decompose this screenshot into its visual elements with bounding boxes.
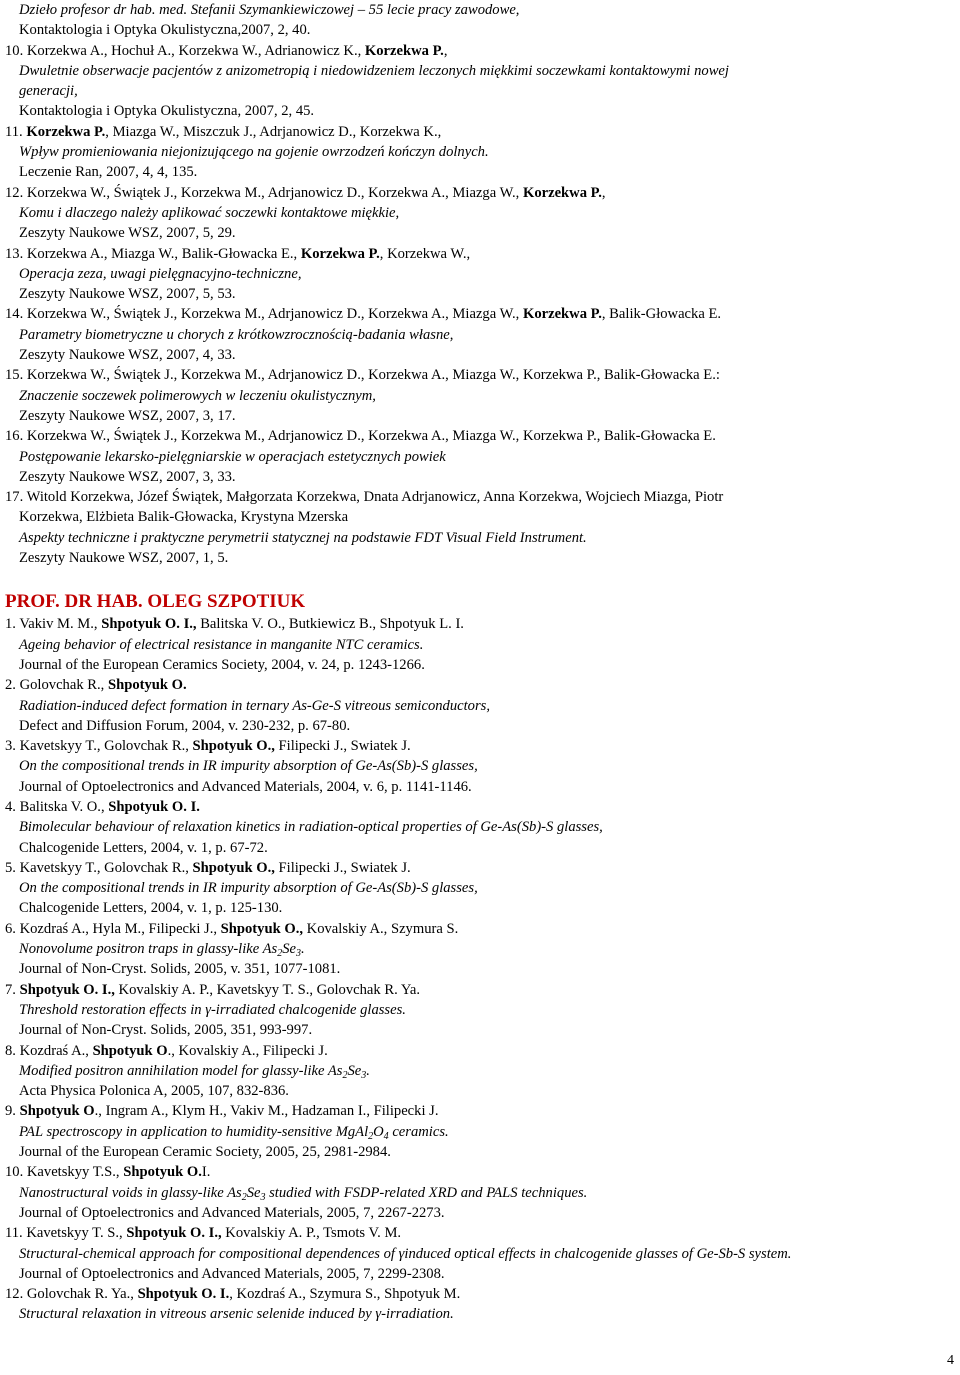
authors-text: ,: [443, 42, 448, 59]
title-text: ceramics.: [388, 1123, 449, 1140]
title-text: Se: [282, 941, 297, 958]
entry-10-source: Kontaktologia i Optyka Okulistyczna, 2007, 2, 45.: [19, 103, 315, 120]
pub-3-source: Journal of Optoelectronics and Advanced Materials, 2004, v. 6, p. 1141-1146.: [19, 778, 472, 795]
highlighted-author: Shpotyuk O.: [107, 677, 187, 694]
authors-text: Balitska V. O., Butkiewicz B., Shpotyuk L. I.: [196, 616, 464, 633]
pub-2-title: Radiation-induced defect formation in ternary As-Ge-S vitreous semiconductors,: [19, 697, 490, 714]
subscript: 3: [260, 1191, 266, 1203]
entry-11-source: Leczenie Ran, 2007, 4, 4, 135.: [19, 164, 198, 181]
pub-9-source: Journal of the European Ceramic Society, 2005, 25, 2981-2984.: [19, 1144, 391, 1161]
entry-12-authors: [5, 183, 957, 203]
pub-1-title: Ageing behavior of electrical resistance in manganite NTC ceramics.: [19, 636, 424, 653]
pub-12-authors: [5, 1284, 957, 1304]
entry-17-authors: 17. Witold Korzekwa, Józef Świątek, Małgorzata Korzekwa, Dnata Adrjanowicz, Anna Korzekwa, Wojciech Miazga, Piotr: [5, 489, 724, 506]
authors-text: 11. Kavetskyy T. S.,: [5, 1225, 127, 1242]
authors-text: , Balik-Głowacka E.: [601, 306, 722, 323]
entry-14-authors: [5, 304, 957, 324]
authors-text: Kovalskiy A. P., Kavetskyy T. S., Golovchak R. Ya.: [114, 981, 421, 998]
pub-2-source: Defect and Diffusion Forum, 2004, v. 230-232, p. 67-80.: [19, 717, 351, 734]
entry-10-authors: [5, 41, 957, 61]
entry-12-title: Komu i dlaczego należy aplikować soczewki kontaktowe miękkie,: [19, 204, 400, 221]
authors-text: 13. Korzekwa A., Miazga W., Balik-Głowacka E.,: [5, 245, 301, 262]
pub-6-source: Journal of Non-Cryst. Solids, 2005, v. 351, 1077-1081.: [19, 961, 341, 978]
highlighted-author: Korzekwa P.: [522, 306, 602, 323]
pub-10-source: Journal of Optoelectronics and Advanced Materials, 2005, 7, 2267-2273.: [19, 1204, 445, 1221]
entry-15-authors: 15. Korzekwa W., Świątek J., Korzekwa M., Adrjanowicz D., Korzekwa A., Miazga W., Korzekwa P., Balik-Głowacka E.:: [5, 367, 720, 384]
pub-5-title: On the compositional trends in IR impurity absorption of Ge-As(Sb)-S glasses,: [19, 880, 478, 897]
page-content: [5, 0, 957, 1325]
authors-text: 1. Vakiv M. M.,: [5, 616, 102, 633]
highlighted-author: Shpotyuk O. I.,: [19, 981, 115, 998]
highlighted-author: Shpotyuk O.: [123, 1164, 202, 1181]
highlighted-author: Korzekwa P.: [300, 245, 380, 262]
authors-text: , Miazga W., Miszczuk J., Adrjanowicz D., Korzekwa K.,: [105, 123, 442, 140]
title-text: Nonovolume positron traps in glassy-like As: [19, 941, 278, 958]
entry-16-source: Zeszyty Naukowe WSZ, 2007, 3, 33.: [19, 468, 236, 485]
page-number: 4: [947, 1352, 954, 1368]
subscript: 3: [361, 1069, 367, 1081]
authors-text: Filipecki J., Swiatek J.: [274, 859, 411, 876]
pub-5-authors: [5, 858, 957, 878]
authors-text: Kovalskiy A. P., Tsmots V. M.: [221, 1225, 402, 1242]
highlighted-author: Shpotyuk O: [19, 1103, 95, 1120]
authors-text: I.: [201, 1164, 211, 1181]
pub-11-title: Structural-chemical approach for compositional dependences of γinduced optical effects in chalcogenide glasses of Ge-Sb-S system.: [19, 1245, 792, 1262]
pub-12-title: Structural relaxation in vitreous arsenic selenide induced by γ-irradiation.: [19, 1306, 454, 1323]
authors-text: Filipecki J., Swiatek J.: [274, 738, 411, 755]
authors-text: 10. Korzekwa A., Hochuł A., Korzekwa W., Adrianowicz K.,: [5, 42, 365, 59]
title-text: .: [366, 1062, 370, 1079]
authors-text: 12. Golovchak R. Ya.,: [5, 1286, 138, 1303]
authors-text: 8. Kozdraś A.,: [5, 1042, 93, 1059]
pub-10-authors: [5, 1162, 957, 1182]
title-text: Se: [246, 1184, 261, 1201]
highlighted-author: Shpotyuk O.,: [220, 920, 303, 937]
pub-6-authors: [5, 919, 957, 939]
authors-text: Kovalskiy A., Szymura S.: [303, 920, 459, 937]
pub-7-source: Journal of Non-Cryst. Solids, 2005, 351, 993-997.: [19, 1022, 313, 1039]
section-heading: PROF. DR HAB. OLEG SZPOTIUK: [5, 591, 306, 613]
title-text: O: [373, 1123, 384, 1140]
entry-12-source: Zeszyty Naukowe WSZ, 2007, 5, 29.: [19, 225, 236, 242]
authors-text: ., Ingram A., Klym H., Vakiv M., Hadzaman I., Filipecki J.: [94, 1103, 439, 1120]
entry-number: 11.: [5, 123, 27, 140]
highlighted-author: Shpotyuk O. I.,: [101, 616, 197, 633]
authors-text: 6. Kozdraś A., Hyla M., Filipecki J.,: [5, 920, 221, 937]
pub-5-source: Chalcogenide Letters, 2004, v. 1, p. 125-130.: [19, 900, 283, 917]
authors-text: , Korzekwa W.,: [379, 245, 471, 262]
subscript: 2: [342, 1069, 348, 1081]
pub-1-authors: [5, 614, 957, 634]
entry-17-source: Zeszyty Naukowe WSZ, 2007, 1, 5.: [19, 550, 229, 567]
highlighted-author: Shpotyuk O.,: [192, 859, 275, 876]
highlighted-author: Shpotyuk O.,: [192, 738, 275, 755]
entry-13-authors: [5, 244, 957, 264]
pub-2-authors: [5, 675, 957, 695]
entry-10-title-cont: generacji,: [19, 83, 78, 100]
authors-text: ., Kovalskiy A., Filipecki J.: [167, 1042, 328, 1059]
highlighted-author: Korzekwa P.: [522, 184, 602, 201]
title-text: studied with FSDP-related XRD and PALS techniques.: [265, 1184, 588, 1201]
authors-text: ,: [601, 184, 606, 201]
pub-9-authors: [5, 1101, 957, 1121]
pub-1-source: Journal of the European Ceramics Society, 2004, v. 24, p. 1243-1266.: [19, 656, 425, 673]
pub-7-authors: [5, 980, 957, 1000]
authors-text: 14. Korzekwa W., Świątek J., Korzekwa M., Adrjanowicz D., Korzekwa A., Miazga W.,: [5, 306, 523, 323]
entry-10-title: Dwuletnie obserwacje pacjentów z anizometropią i niedowidzeniem leczonych miękkimi soczewkami kontaktowymi nowej: [19, 62, 729, 79]
entry-9-source: Kontaktologia i Optyka Okulistyczna,2007, 2, 40.: [19, 22, 311, 39]
entry-13-title: Operacja zeza, uwagi pielęgnacyjno-techniczne,: [19, 265, 302, 282]
subscript: 4: [383, 1130, 389, 1142]
authors-text: 12. Korzekwa W., Świątek J., Korzekwa M., Adrjanowicz D., Korzekwa A., Miazga W.,: [5, 184, 523, 201]
subscript: 3: [296, 948, 302, 960]
highlighted-author: Korzekwa P.: [364, 42, 444, 59]
pub-4-title: Bimolecular behaviour of relaxation kinetics in radiation-optical properties of Ge-As(Sb)-S glasses,: [19, 819, 603, 836]
pub-8-authors: [5, 1041, 957, 1061]
entry-17-title: Aspekty techniczne i praktyczne perymetrii statycznej na podstawie FDT Visual Field Instrument.: [19, 529, 587, 546]
entry-number: 7.: [5, 981, 20, 998]
entry-16-title: Postępowanie lekarsko-pielęgniarskie w operacjach estetycznych powiek: [19, 448, 446, 465]
title-text: PAL spectroscopy in application to humidity-sensitive MgAl: [19, 1123, 369, 1140]
entry-14-title: Parametry biometryczne u chorych z krótkowzrocznością-badania własne,: [19, 326, 454, 343]
pub-8-title: [5, 1061, 957, 1081]
entry-17-authors-cont: Korzekwa, Elżbieta Balik-Głowacka, Krystyna Mzerska: [19, 509, 349, 526]
highlighted-author: Shpotyuk O. I.,: [126, 1225, 222, 1242]
highlighted-author: Korzekwa P.: [26, 123, 106, 140]
entry-15-source: Zeszyty Naukowe WSZ, 2007, 3, 17.: [19, 407, 236, 424]
highlighted-author: Shpotyuk O. I.: [137, 1286, 230, 1303]
pub-7-title: Threshold restoration effects in γ-irradiated chalcogenide glasses.: [19, 1001, 406, 1018]
highlighted-author: Shpotyuk O. I.: [108, 798, 200, 815]
authors-text: , Kozdraś A., Szymura S., Shpotyuk M.: [229, 1286, 461, 1303]
entry-11-title: Wpływ promieniowania niejonizującego na gojenie owrzodzeń kończyn dolnych.: [19, 144, 489, 161]
entry-11-authors: [5, 122, 957, 142]
highlighted-author: Shpotyuk O: [92, 1042, 168, 1059]
authors-text: 3. Kavetskyy T., Golovchak R.,: [5, 738, 193, 755]
entry-15-title: Znaczenie soczewek polimerowych w leczeniu okulistycznym,: [19, 387, 376, 404]
title-text: Nanostructural voids in glassy-like As: [19, 1184, 242, 1201]
pub-11-source: Journal of Optoelectronics and Advanced Materials, 2005, 7, 2299-2308.: [19, 1265, 445, 1282]
title-text: Modified positron annihilation model for glassy-like As: [19, 1062, 343, 1079]
pub-10-title: [5, 1183, 957, 1203]
pub-4-authors: [5, 797, 957, 817]
title-text: Se: [347, 1062, 362, 1079]
entry-13-source: Zeszyty Naukowe WSZ, 2007, 5, 53.: [19, 286, 236, 303]
authors-text: 10. Kavetskyy T.S.,: [5, 1164, 124, 1181]
pub-9-title: [5, 1122, 957, 1142]
subscript: 2: [277, 948, 283, 960]
subscript: 2: [368, 1130, 374, 1142]
authors-text: 5. Kavetskyy T., Golovchak R.,: [5, 859, 193, 876]
title-text: .: [301, 941, 305, 958]
entry-9-line-1: Dzieło profesor dr hab. med. Stefanii Szymankiewiczowej – 55 lecie pracy zawodowe,: [19, 2, 520, 18]
entry-16-authors: 16. Korzekwa W., Świątek J., Korzekwa M., Adrjanowicz D., Korzekwa A., Miazga W., Korzekwa P., Balik-Głowacka E.: [5, 428, 716, 445]
entry-number: 9.: [5, 1103, 20, 1120]
authors-text: 4. Balitska V. O.,: [5, 798, 109, 815]
pub-3-title: On the compositional trends in IR impurity absorption of Ge-As(Sb)-S glasses,: [19, 758, 478, 775]
pub-4-source: Chalcogenide Letters, 2004, v. 1, p. 67-72.: [19, 839, 268, 856]
pub-11-authors: [5, 1223, 957, 1243]
pub-6-title: [5, 939, 957, 959]
pub-8-source: Acta Physica Polonica A, 2005, 107, 832-836.: [19, 1083, 289, 1100]
authors-text: 2. Golovchak R.,: [5, 677, 108, 694]
pub-3-authors: [5, 736, 957, 756]
entry-14-source: Zeszyty Naukowe WSZ, 2007, 4, 33.: [19, 347, 236, 364]
subscript: 2: [241, 1191, 247, 1203]
